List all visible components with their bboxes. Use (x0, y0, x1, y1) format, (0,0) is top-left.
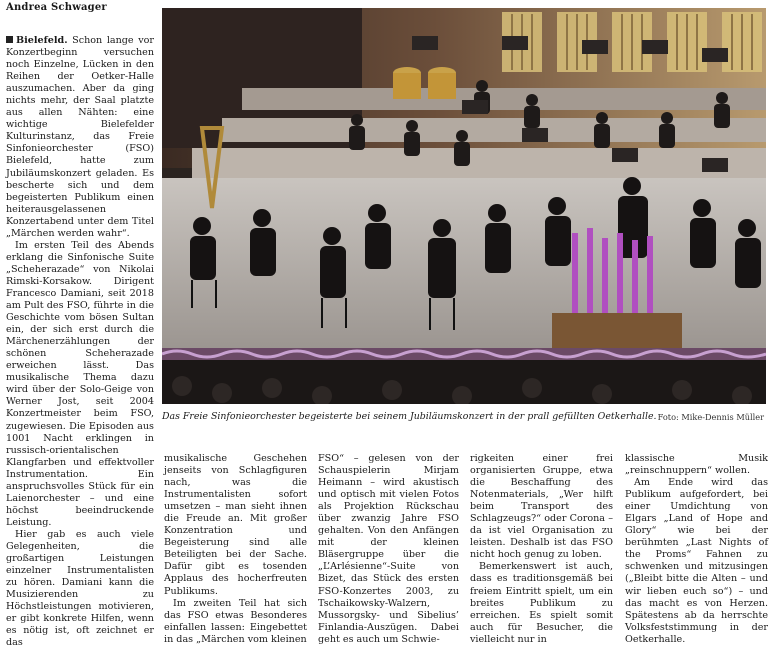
paragraph-retrospective: FSO“ – gelesen von der Schauspielerin Mirjam Heimann – wird akustisch und optisch mit vielen Fotos als Projektion Rückschau über zwanzig Jahre FSO gehalten. Von den Anfängen mit der kleinen Bläsergruppe über die „L’Arlésienne“-Suite von Bizet, das Stück des ersten FSO-Konzertes 2003, zu Tschaikowsky-Walzern, Mussorgsky- und Sibelius’ Finlandia-Auszügen. Dabei geht es auch um Schwie- (318, 453, 459, 645)
paragraph-scheherazade: Im ersten Teil des Abends erklang die Sinfonische Suite „Scheherazade“ von Nikolai Rimski-Korsakow. Dirigent Francesco Damiani, seit 2018 am Pult des FSO, führte in die Geschichte vom bösen Sultan ein, der sich erst durch die Märchenerzählungen der schönen Scheherazade erweichen lässt. Das musikalische Thema dazu wird über der Solo-Geige von Werner Jost, seit 2004 Konzertmeister beim FSO, zugewiesen. Die Episoden aus 1001 Nacht erklingen in russisch-orientalischen Klangfarben und effektvoller Instrumentation. Ein anspruchsvolles Stück für ein Laienorchester – und eine höchst beeindruckende Leistung. (6, 239, 154, 528)
paragraph-organisation: rigkeiten einer frei organisierten Gruppe, etwa die Beschaffung des Notenmaterials, „Wer hilft beim Transport des Schlagzeugs?“ oder Corona – da ist viel Organisation zu leisten. Deshalb ist das FSO nicht hoch genug zu loben. (470, 453, 613, 561)
author-byline: Andrea Schwager (6, 2, 107, 13)
paragraph-conductor: musikalische Geschehen jenseits von Schlagfiguren nach, was die Instrumentalisten sofort umsetzen – man sieht ihnen die Freude an. Mit großer Konzentration und Begeisterung sind alle Beteiligten bei der Sache. Dafür gibt es tosenden Applaus des hocherfreuten Publikums. (164, 453, 307, 597)
article-column-4 (470, 453, 613, 646)
paragraph-free-entry: Bemerkenswert ist auch, dass es traditionsgemäß bei freiem Eintritt spielt, um ein breites Publikum zu erreichen. Es spielt somit auch für Besucher, die vielleicht nur in (470, 561, 613, 645)
paragraph-newcomers: klassische Musik „reinschnuppern“ wollen. (625, 453, 768, 477)
paragraph-second-part: Im zweiten Teil hat sich das FSO etwas Besonderes einfallen lassen: Eingebettet in das „Märchen vom kleinen (164, 597, 307, 645)
paragraph-finale: Am Ende wird das Publikum aufgefordert, bei einer Umdichtung von Elgars „Land of Hope and Glory“ wie bei der berühmten „Last Nights of the Proms“ Fahnen zu schwenken und mitzusingen („Bleibt bitte die Alten – und wir lieben euch so“) – und das macht es von Herzen. Spätestens ab da herrschte Volksfeststimmung in der Oetkerhalle. (625, 477, 768, 645)
article-column-5 (625, 453, 768, 646)
paragraph-soloists: Hier gab es auch viele Gelegenheiten, die großartigen Leistungen einzelner Instrumentalisten zu hören. Damiani kann die Musizierenden zu Höchstleistungen motivieren, er gibt konkrete Hilfen, wenn es nötig ist, oft zeichnet er das (6, 528, 154, 649)
photo-credit: Foto: Mike-Dennis Müller (657, 412, 764, 422)
article-column-2 (164, 453, 307, 646)
article-column-1 (6, 35, 154, 649)
orchestra-illustration (162, 8, 766, 404)
dateline-bullet-icon (6, 36, 13, 43)
paragraph-intro-text: Schon lange vor Konzertbeginn versuchen noch Einzelne, Lücken in den Reihen der Oetker-Halle auszumachen. Aber da ging nichts mehr, der Saal platzte aus allen Nähten: eine wichtige Bielefelder Kulturinstanz, das Freie Sinfonieorchester (FSO) Bielefeld, hatte zum Jubiläumskonzert geladen. Es bescherte sich und dem begeisterten Publikum einen heiterausgelassenen Konzertabend unter dem Titel „Märchen werden wahr“. (6, 35, 154, 239)
dateline: Bielefeld. (16, 35, 68, 46)
article-column-3 (318, 453, 459, 646)
concert-photo (162, 8, 766, 404)
photo-caption: Das Freie Sinfonieorchester begeisterte bei seinem Jubiläumskonzert in der prall gefüllten Oetkerhalle. (162, 411, 657, 422)
paragraph-intro (6, 35, 154, 240)
